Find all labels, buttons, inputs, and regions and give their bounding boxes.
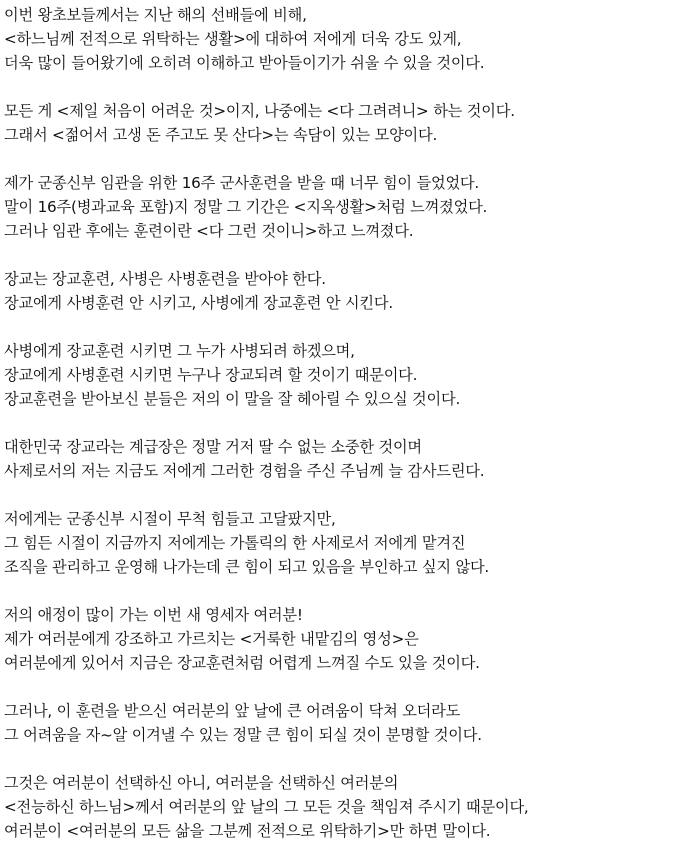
paragraph-7 bbox=[4, 507, 673, 579]
paragraph-8 bbox=[4, 603, 673, 675]
text-line: 그러나, 이 훈련을 받으신 여러분의 앞 날에 큰 어려움이 닥쳐 오더라도 bbox=[4, 702, 461, 720]
text-line: 그러나 임관 후에는 훈련이란 <다 그런 것이니>하고 느껴졌다. bbox=[4, 222, 414, 240]
text-line: 그 어려움을 자~알 이겨낼 수 있는 정말 큰 힘이 되실 것이 분명할 것이다. bbox=[4, 726, 482, 744]
text-line: 장교에게 사병훈련 안 시키고, 사병에게 장교훈련 안 시킨다. bbox=[4, 294, 393, 312]
text-line: 사제로서의 저는 지금도 저에게 그러한 경험을 주신 주님께 늘 감사드린다. bbox=[4, 462, 485, 480]
text-line: 더욱 많이 들어왔기에 오히려 이해하고 받아들이기가 쉬울 수 있을 것이다. bbox=[4, 54, 485, 72]
text-line: 장교는 장교훈련, 사병은 사병훈련을 받아야 한다. bbox=[4, 270, 326, 288]
text-line: 장교에게 사병훈련 시키면 누구나 장교되려 할 것이기 때문이다. bbox=[4, 366, 418, 384]
paragraph-1 bbox=[4, 3, 673, 75]
paragraph-9 bbox=[4, 699, 673, 747]
text-line: 장교훈련을 받아보신 분들은 저의 이 말을 잘 헤아릴 수 있으실 것이다. bbox=[4, 390, 461, 408]
text-line: 저의 애정이 많이 가는 이번 새 영세자 여러분! bbox=[4, 606, 303, 624]
paragraph-4 bbox=[4, 267, 673, 315]
text-line: 그래서 <젊어서 고생 돈 주고도 못 산다>는 속담이 있는 모양이다. bbox=[4, 126, 438, 144]
text-line: 여러분에게 있어서 지금은 장교훈련처럼 어렵게 느껴질 수도 있을 것이다. bbox=[4, 654, 480, 672]
paragraph-6 bbox=[4, 435, 673, 483]
text-line: 그 힘든 시절이 지금까지 저에게는 가톨릭의 한 사제로서 저에게 맡겨진 bbox=[4, 534, 466, 552]
text-line: 여러분이 <여러분의 모든 삶을 그분께 전적으로 위탁하기>만 하면 말이다. bbox=[4, 822, 491, 840]
text-line: 제가 군종신부 임관을 위한 16주 군사훈련을 받을 때 너무 힘이 들었었다. bbox=[4, 174, 480, 192]
paragraph-2 bbox=[4, 99, 673, 147]
text-line: 저에게는 군종신부 시절이 무척 힘들고 고달팠지만, bbox=[4, 510, 336, 528]
text-line: <전능하신 하느님>께서 여러분의 앞 날의 그 모든 것을 책임져 주시기 때문이다, bbox=[4, 798, 529, 816]
text-line: 그것은 여러분이 선택하신 아니, 여러분을 선택하신 여러분의 bbox=[4, 774, 399, 792]
text-line: 대한민국 장교라는 계급장은 정말 거저 딸 수 없는 소중한 것이며 bbox=[4, 438, 422, 456]
text-line: 이번 왕초보들께서는 지난 해의 선배들에 비해, bbox=[4, 6, 307, 24]
text-line: 모든 게 <제일 처음이 어려운 것>이지, 나중에는 <다 그려려니> 하는 것이다. bbox=[4, 102, 515, 120]
text-line: 사병에게 장교훈련 시키면 그 누가 사병되려 하겠으며, bbox=[4, 342, 355, 360]
text-line: 제가 여러분에게 강조하고 가르치는 <거룩한 내맡김의 영성>은 bbox=[4, 630, 419, 648]
paragraph-3 bbox=[4, 171, 673, 243]
paragraph-5 bbox=[4, 339, 673, 411]
paragraph-10 bbox=[4, 771, 673, 843]
text-line: 조직을 관리하고 운영해 나가는데 큰 힘이 되고 있음을 부인하고 싶지 않다. bbox=[4, 558, 490, 576]
text-line: <하느님께 전적으로 위탁하는 생활>에 대하여 저에게 더욱 강도 있게, bbox=[4, 30, 462, 48]
text-line: 말이 16주(병과교육 포함)지 정말 그 기간은 <지옥생활>처럼 느껴졌었다. bbox=[4, 198, 488, 216]
